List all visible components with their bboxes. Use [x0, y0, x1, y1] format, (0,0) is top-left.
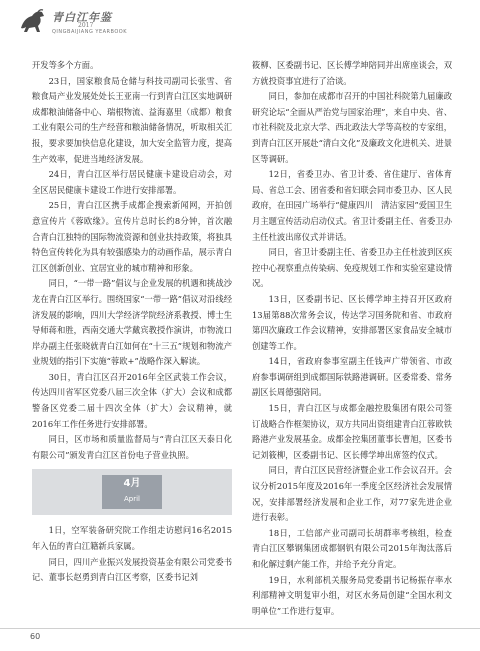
paragraph: 18日，工信部产业司副司长胡群率考核组，检查青白江区攀钢集团成都钢钒有限公司2015年淘汰落后和化解过剩产能工作，并给予充分肯定。 [252, 527, 452, 569]
paragraph: 25日，青白江区携手成都企搜索新闻网，开拍创意宣传片《蓉欧缘》。宣传片总时长约8分钟，首次融合青白江独特的国际物流资源和创业扶持政策，将独具特色宣传转化为具有较强感染力的动画作品，展示青白江区创新创业、宜居宜业的城市精神和形象。 [32, 200, 232, 273]
month-english: April [124, 495, 140, 504]
paragraph: 同日，青白江区民营经济暨企业工作会议召开。会议分析2015年度及2016年一季度全区经济社会发展情况，安排部署经济发展和企业工作，对77家先进企业进行表彰。 [252, 465, 452, 523]
month-banner [32, 469, 232, 515]
paragraph: 开发等多个方面。 [32, 60, 99, 70]
paragraph: 同日，参加在成都市召开的中国社科院第九届廉政研究论坛“全面从严治党与国家治理”，来自中央、省、市社科院及北京大学、西北政法大学等高校的专家组，到青白江区开展赴“清白文化”及廉政文化进机关、进景区等调研。 [252, 91, 452, 164]
paragraph: 15日，青白江区与成都金融控股集团有限公司签订战略合作框架协议，双方共同出资组建青白江蓉欧铁路港产业发展基金。成都金控集团董事长曹旭，区委书记刘筱柳，区委副书记、区长傅学坤出席签约仪式。 [252, 403, 452, 460]
page-header [0, 0, 480, 48]
paragraph: 19日，水利部机关服务局党委副书记杨振存率水利部精神文明复审小组，对区水务局创建“全国水利文明单位”工作进行复审。 [252, 574, 452, 616]
yearbook-year: 2017 [78, 22, 94, 29]
page-number: 60 [30, 632, 41, 641]
yearbook-subtitle: QINGBAIJIANG YEARBOOK [52, 29, 128, 35]
paragraph: 筱柳、区委副书记、区长傅学坤陪同并出席座谈会，双方就投资事宜进行了洽谈。 [252, 60, 452, 86]
footer-divider [0, 628, 480, 629]
paragraph: 同日，“一带一路”倡议与企业发展的机遇和挑战沙龙在青白江区举行。围绕国家“一带一路”倡议对沿线经济发展的影响，四川大学经济学院经济系教授、博士生导师蒋和胜，西南交通大学戴宾教授作演讲，市物流口岸办副主任张晓就青白江如何在“十三五”规划和物流产业规划的指引下实施“蓉欧+”战略作深入解读。 [32, 278, 232, 367]
yearbook-title: 青白江年鉴 [52, 11, 112, 24]
paragraph: 同日，区市场和质量监督局与“青白江区天泰日化有限公司”颁发青白江区首份电子营业执照。 [32, 434, 232, 460]
paragraph: 30日，青白江区召开2016年全区武装工作会议，传达四川省军区党委八届三次全体（扩大）会议和成都警备区党委二届十四次全体（扩大）会议精神，就2016年工作任务进行安排部署。 [32, 371, 232, 429]
left-paragraphs [32, 58, 232, 463]
horse-logo-icon [18, 8, 48, 34]
month-number: 4月 [123, 478, 141, 490]
month-label-box [102, 475, 162, 509]
paragraph: 12日，省委卫办、省卫计委、省住建厅、省体育局、省总工会、团省委和省妇联会同市委卫办、区人民政府，在田园广场举行“健康四川 清洁家园”爱国卫生月主题宣传活动启动仪式。省卫计委副主任、省委卫办主任杜波出席仪式并讲话。 [252, 169, 452, 242]
left-column [32, 58, 232, 586]
paragraph: 24日，青白江区举行居民健康卡建设启动会，对全区居民健康卡建设工作进行安排部署。 [32, 169, 232, 195]
paragraph: 同日，四川产业振兴发展投资基金有限公司党委书记、董事长赵勇到青白江区考察，区委书记刘 [32, 556, 232, 583]
paragraph: 同日，省卫计委副主任、省委卫办主任杜波到区疾控中心视察重点传染病、免疫规划工作和实验室建设情况。 [252, 247, 452, 289]
left-paragraphs-after [32, 523, 232, 585]
paragraph: 23日，国家粮食局仓储与科技司副司长张雪、省粮食局产业发展处处长王亚南一行到青白江区实地调研成都粮油储备中心、瑞根物流、益海嘉里（成都）粮食工业有限公司的生产经营和粮油储备情况，听取相关汇报，要求要加快信息化建设，加大安全监管力度，提高生产效率，促进当地经济发展。 [32, 75, 232, 164]
paragraph: 14日，省政府参事室副主任钱声广带领省、市政府参事调研组到成都国际铁路港调研。区委常委、常务副区长周德强陪同。 [252, 356, 452, 398]
paragraph: 13日，区委副书记、区长傅学坤主持召开区政府13届第88次常务会议，传达学习国务院和省、市政府第四次廉政工作会议精神，安排部署区家食品安全城市创建等工作。 [252, 293, 452, 351]
right-column [252, 58, 452, 619]
paragraph: 1日，空军装备研究院工作组走访慰问16名2015年入伍的青白江籍新兵家属。 [32, 525, 232, 552]
right-paragraphs [252, 58, 452, 619]
